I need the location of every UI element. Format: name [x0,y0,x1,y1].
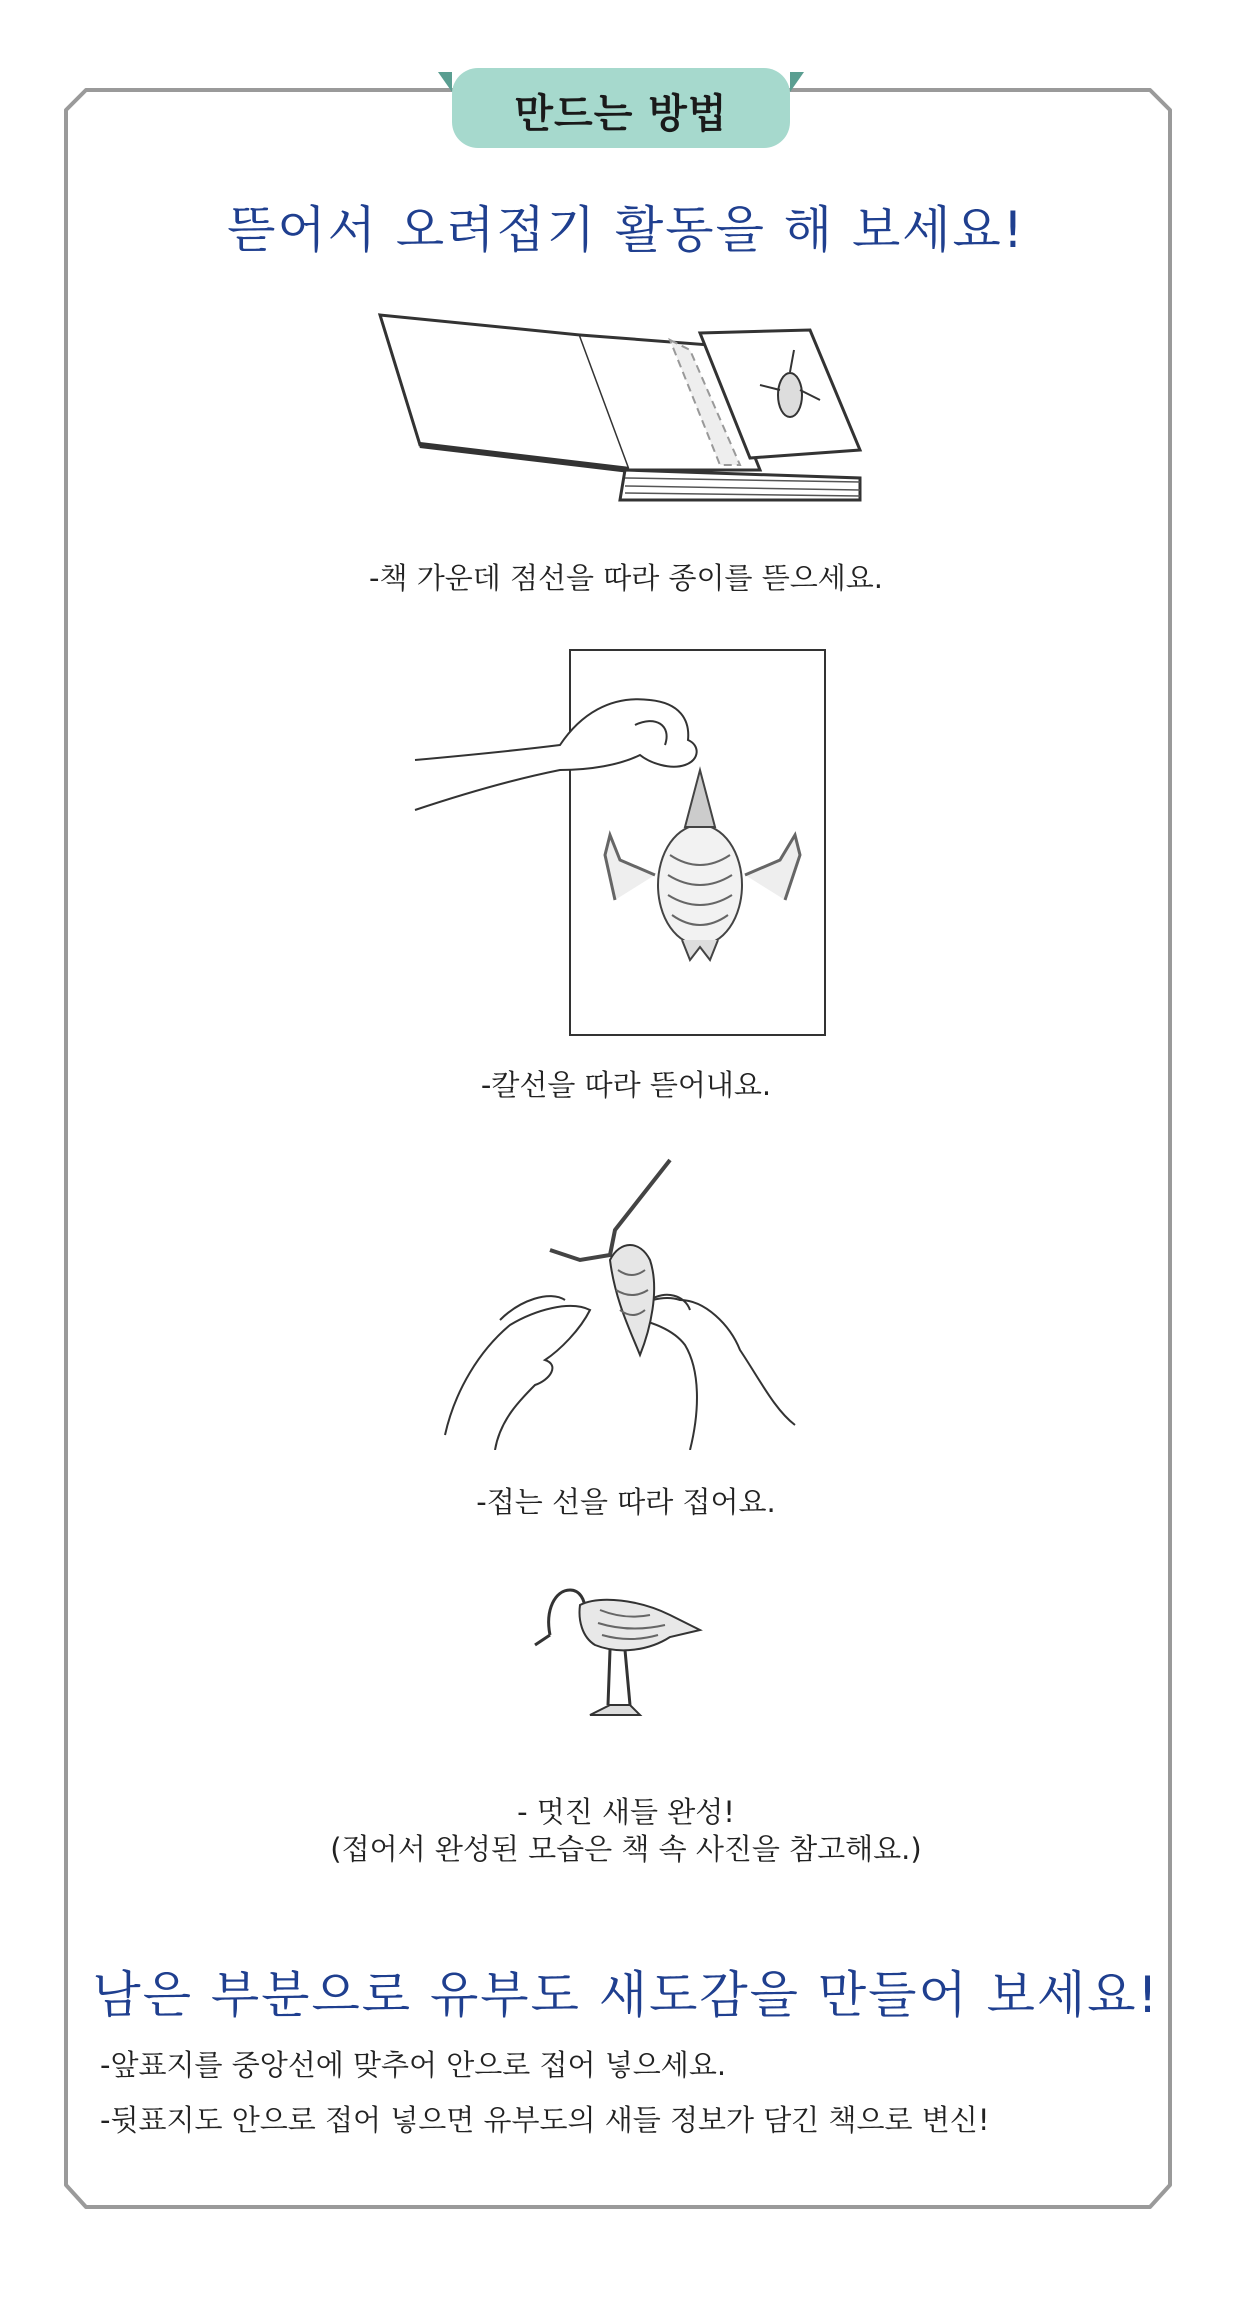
step1-caption: -책 가운데 점선을 따라 종이를 뜯으세요. [369,561,883,595]
tip-front-cover: -앞표지를 중앙선에 맞추어 안으로 접어 넣으세요. [100,2048,727,2082]
step3-caption: -접는 선을 따라 접어요. [476,1485,776,1519]
step4-note: (접어서 완성된 모습은 책 속 사진을 참고해요.) [330,1832,922,1866]
tip-back-cover: -뒷표지도 안으로 접어 넣으면 유부도의 새들 정보가 담긴 책으로 변신! [100,2103,990,2137]
book-tear-illustration [370,300,870,510]
section2-heading: 남은 부분으로 유부도 새도감을 만들어 보세요! [92,1966,1160,2024]
step2-caption: -칼선을 따라 뜯어내요. [480,1068,772,1102]
hand-tear-illustration [410,645,830,1040]
section1-heading: 뜯어서 오려접기 활동을 해 보세요! [227,201,1025,259]
section-tab [436,68,806,152]
tab-title: 만드는 방법 [514,90,728,137]
step4-caption: - 멋진 새들 완성! [517,1795,735,1829]
hands-fold-illustration [440,1150,820,1450]
finished-bird-illustration [530,1575,710,1730]
